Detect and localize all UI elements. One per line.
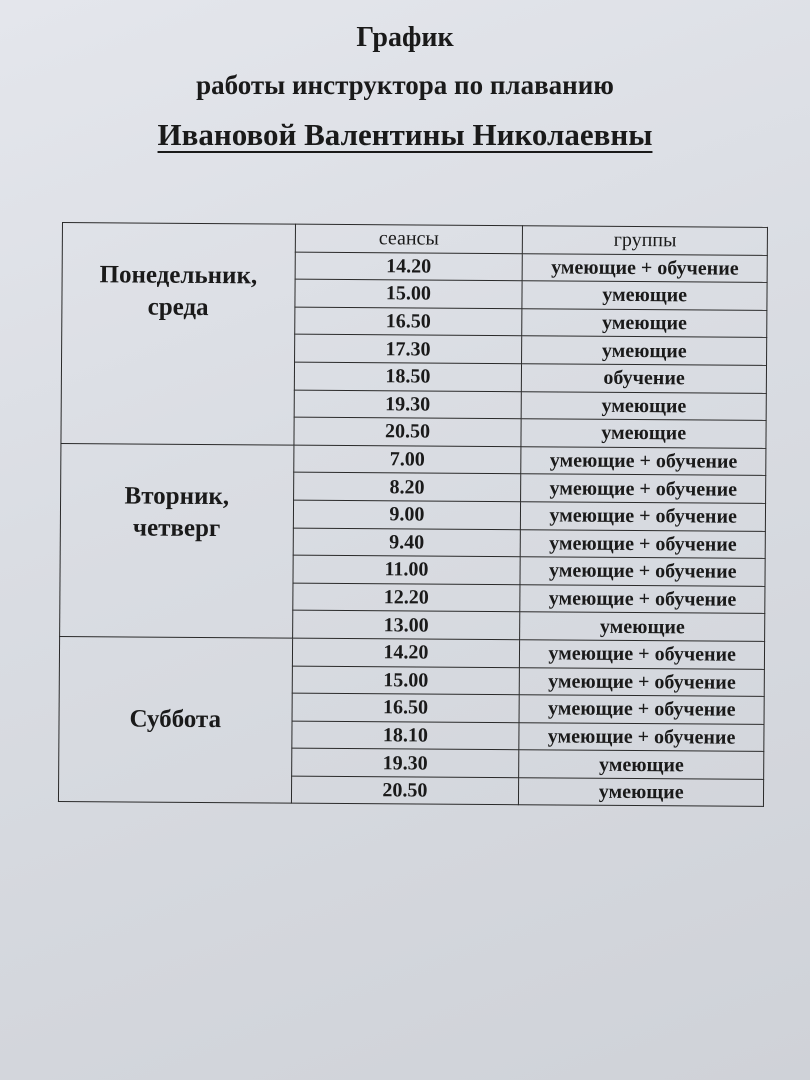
session-cell: 15.00 bbox=[294, 279, 522, 308]
session-cell: 14.20 bbox=[292, 638, 520, 667]
session-cell: 19.30 bbox=[291, 748, 519, 777]
group-cell: умеющие + обучение bbox=[521, 502, 766, 531]
session-cell: 18.50 bbox=[294, 362, 522, 391]
day-cell-saturday bbox=[58, 636, 292, 803]
document-subtitle: работы инструктора по плаванию bbox=[196, 70, 614, 100]
column-header-groups: группы bbox=[523, 226, 768, 255]
group-cell: умеющие + обучение bbox=[519, 722, 764, 751]
column-header-sessions: сеансы bbox=[295, 224, 523, 253]
table-row bbox=[59, 636, 764, 669]
schedule-table bbox=[58, 222, 768, 807]
session-cell: 11.00 bbox=[292, 555, 520, 584]
session-cell: 20.50 bbox=[291, 776, 519, 805]
session-cell: 16.50 bbox=[292, 693, 520, 722]
group-cell: умеющие + обучение bbox=[522, 253, 767, 282]
day-label-line1: Понедельник, bbox=[99, 261, 258, 290]
session-cell: 18.10 bbox=[291, 721, 519, 750]
session-cell: 20.50 bbox=[293, 417, 521, 446]
table-row bbox=[61, 443, 766, 476]
group-cell: умеющие + обучение bbox=[521, 474, 766, 503]
group-cell: обучение bbox=[522, 364, 767, 393]
group-cell: умеющие + обучение bbox=[521, 529, 766, 558]
session-cell: 19.30 bbox=[294, 390, 522, 419]
day-cell-tue-thu bbox=[60, 443, 294, 638]
session-cell: 17.30 bbox=[294, 334, 522, 363]
group-cell: умеющие + обучение bbox=[520, 557, 765, 586]
session-cell: 8.20 bbox=[293, 472, 521, 501]
group-cell: умеющие bbox=[519, 750, 764, 779]
session-cell: 7.00 bbox=[293, 445, 521, 474]
group-cell: умеющие + обучение bbox=[520, 667, 765, 696]
instructor-name: Ивановой Валентины Николаевны bbox=[157, 117, 653, 152]
day-label-line1: Вторник, bbox=[124, 482, 230, 510]
group-cell: умеющие + обучение bbox=[521, 446, 766, 475]
session-cell: 15.00 bbox=[292, 666, 520, 695]
group-cell: умеющие + обучение bbox=[520, 640, 765, 669]
session-cell: 12.20 bbox=[292, 583, 520, 612]
session-cell: 14.20 bbox=[295, 252, 523, 281]
day-label-line1: Суббота bbox=[129, 705, 222, 734]
day-label-line2: четверг bbox=[132, 514, 221, 542]
instructor-name-heading bbox=[0, 117, 810, 153]
group-cell: умеющие bbox=[519, 778, 764, 807]
group-cell: умеющие + обучение bbox=[519, 695, 764, 724]
group-cell: умеющие + обучение bbox=[520, 584, 765, 613]
group-cell: умеющие bbox=[522, 281, 767, 310]
session-cell: 13.00 bbox=[292, 610, 520, 639]
group-cell: умеющие bbox=[521, 419, 766, 448]
table-row bbox=[62, 223, 767, 256]
day-label-line2: среда bbox=[147, 293, 209, 322]
group-cell: умеющие bbox=[522, 308, 767, 337]
session-cell: 9.00 bbox=[293, 500, 521, 529]
group-cell: умеющие bbox=[520, 612, 765, 641]
day-cell-mon-wed bbox=[61, 223, 295, 445]
document-title: График bbox=[356, 22, 454, 53]
session-cell: 9.40 bbox=[293, 528, 521, 557]
group-cell: умеющие bbox=[522, 336, 767, 365]
session-cell: 16.50 bbox=[294, 307, 522, 336]
group-cell: умеющие bbox=[522, 391, 767, 420]
